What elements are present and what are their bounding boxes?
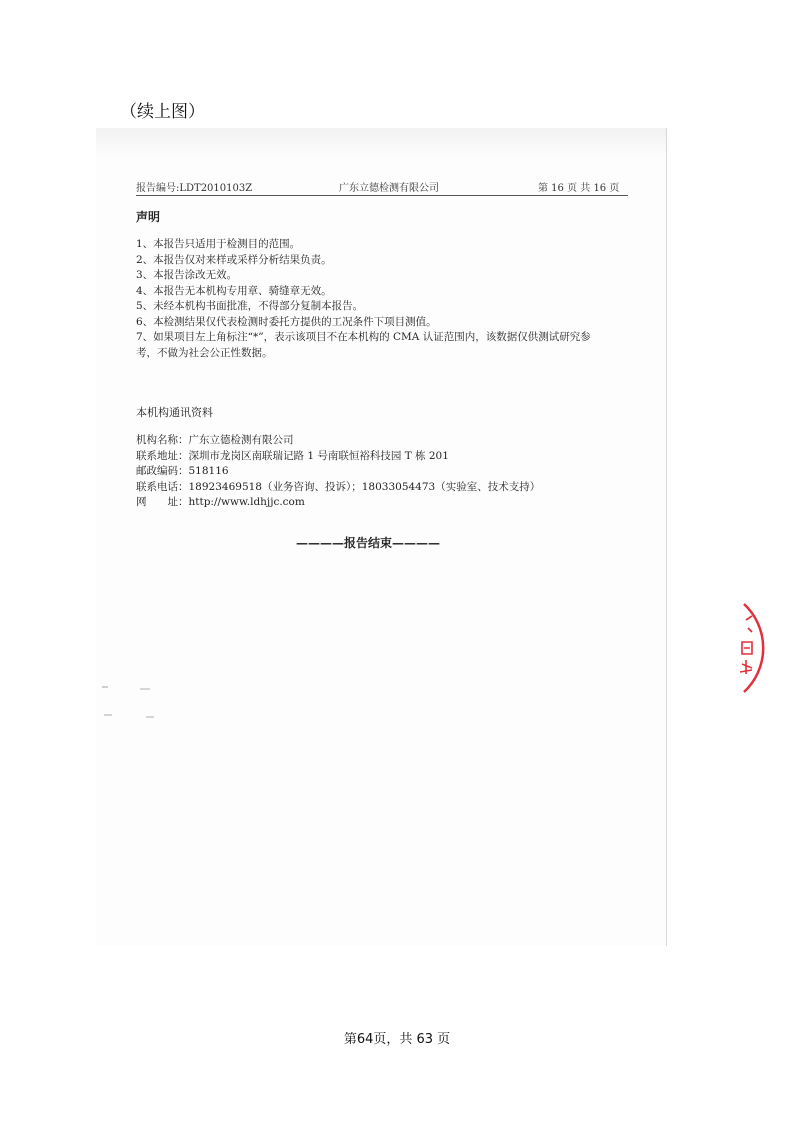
- declaration-list: [136, 237, 606, 361]
- contact-org-name: 机构名称：广东立德检测有限公司: [136, 434, 294, 446]
- header-divider: [136, 195, 628, 196]
- declaration-item: 3、本报告涂改无效。: [136, 269, 238, 281]
- page-number-footer: 第64页，共 63 页: [343, 1032, 451, 1047]
- declaration-item: 2、本报告仅对来样或采样分析结果负责。: [136, 253, 332, 266]
- contact-info-list: [136, 433, 540, 511]
- scan-shadow: [96, 128, 666, 158]
- figure-continued-caption: （续上图）: [120, 102, 205, 122]
- declaration-item: 5、未经本机构书面批准，不得部分复制本报告。: [136, 300, 364, 312]
- contact-address: 联系地址：深圳市龙岗区南联瑞记路 1 号南联恒裕科技园 T 栋 201: [136, 449, 449, 462]
- contact-info-title: 本机构通讯资料: [136, 406, 213, 419]
- report-company-header: 广东立德检测有限公司: [339, 183, 439, 194]
- scanned-report-page: [96, 128, 667, 946]
- declaration-item: 1、本报告只适用于检测目的范围。: [136, 238, 301, 250]
- report-end-marker: ————报告结束————: [296, 536, 441, 550]
- report-page-info: 第 16 页 共 16 页: [538, 183, 620, 194]
- declaration-item: 6、本检测结果仅代表检测时委托方提供的工况条件下项目测值。: [136, 315, 437, 328]
- contact-website: 网 址：http://www.ldhjjc.com: [136, 496, 305, 508]
- declaration-title: 声明: [136, 210, 161, 224]
- declaration-item: 7、如果项目左上角标注“*”，表示该项目不在本机构的 CMA 认证范围内，该数据仅供测试研究参考，不做为社会公正性数据。: [136, 331, 591, 359]
- contact-phone: 联系电话：18923469518（业务咨询、投诉）；18033054473（实验室、技术支持）: [136, 480, 541, 493]
- scan-noise: [100, 684, 160, 724]
- official-seal-stamp: [736, 598, 794, 698]
- report-number: 报告编号:LDT2010103Z: [136, 183, 253, 194]
- declaration-item: 4、本报告无本机构专用章、骑缝章无效。: [136, 284, 332, 297]
- contact-postcode: 邮政编码：518116: [136, 465, 229, 477]
